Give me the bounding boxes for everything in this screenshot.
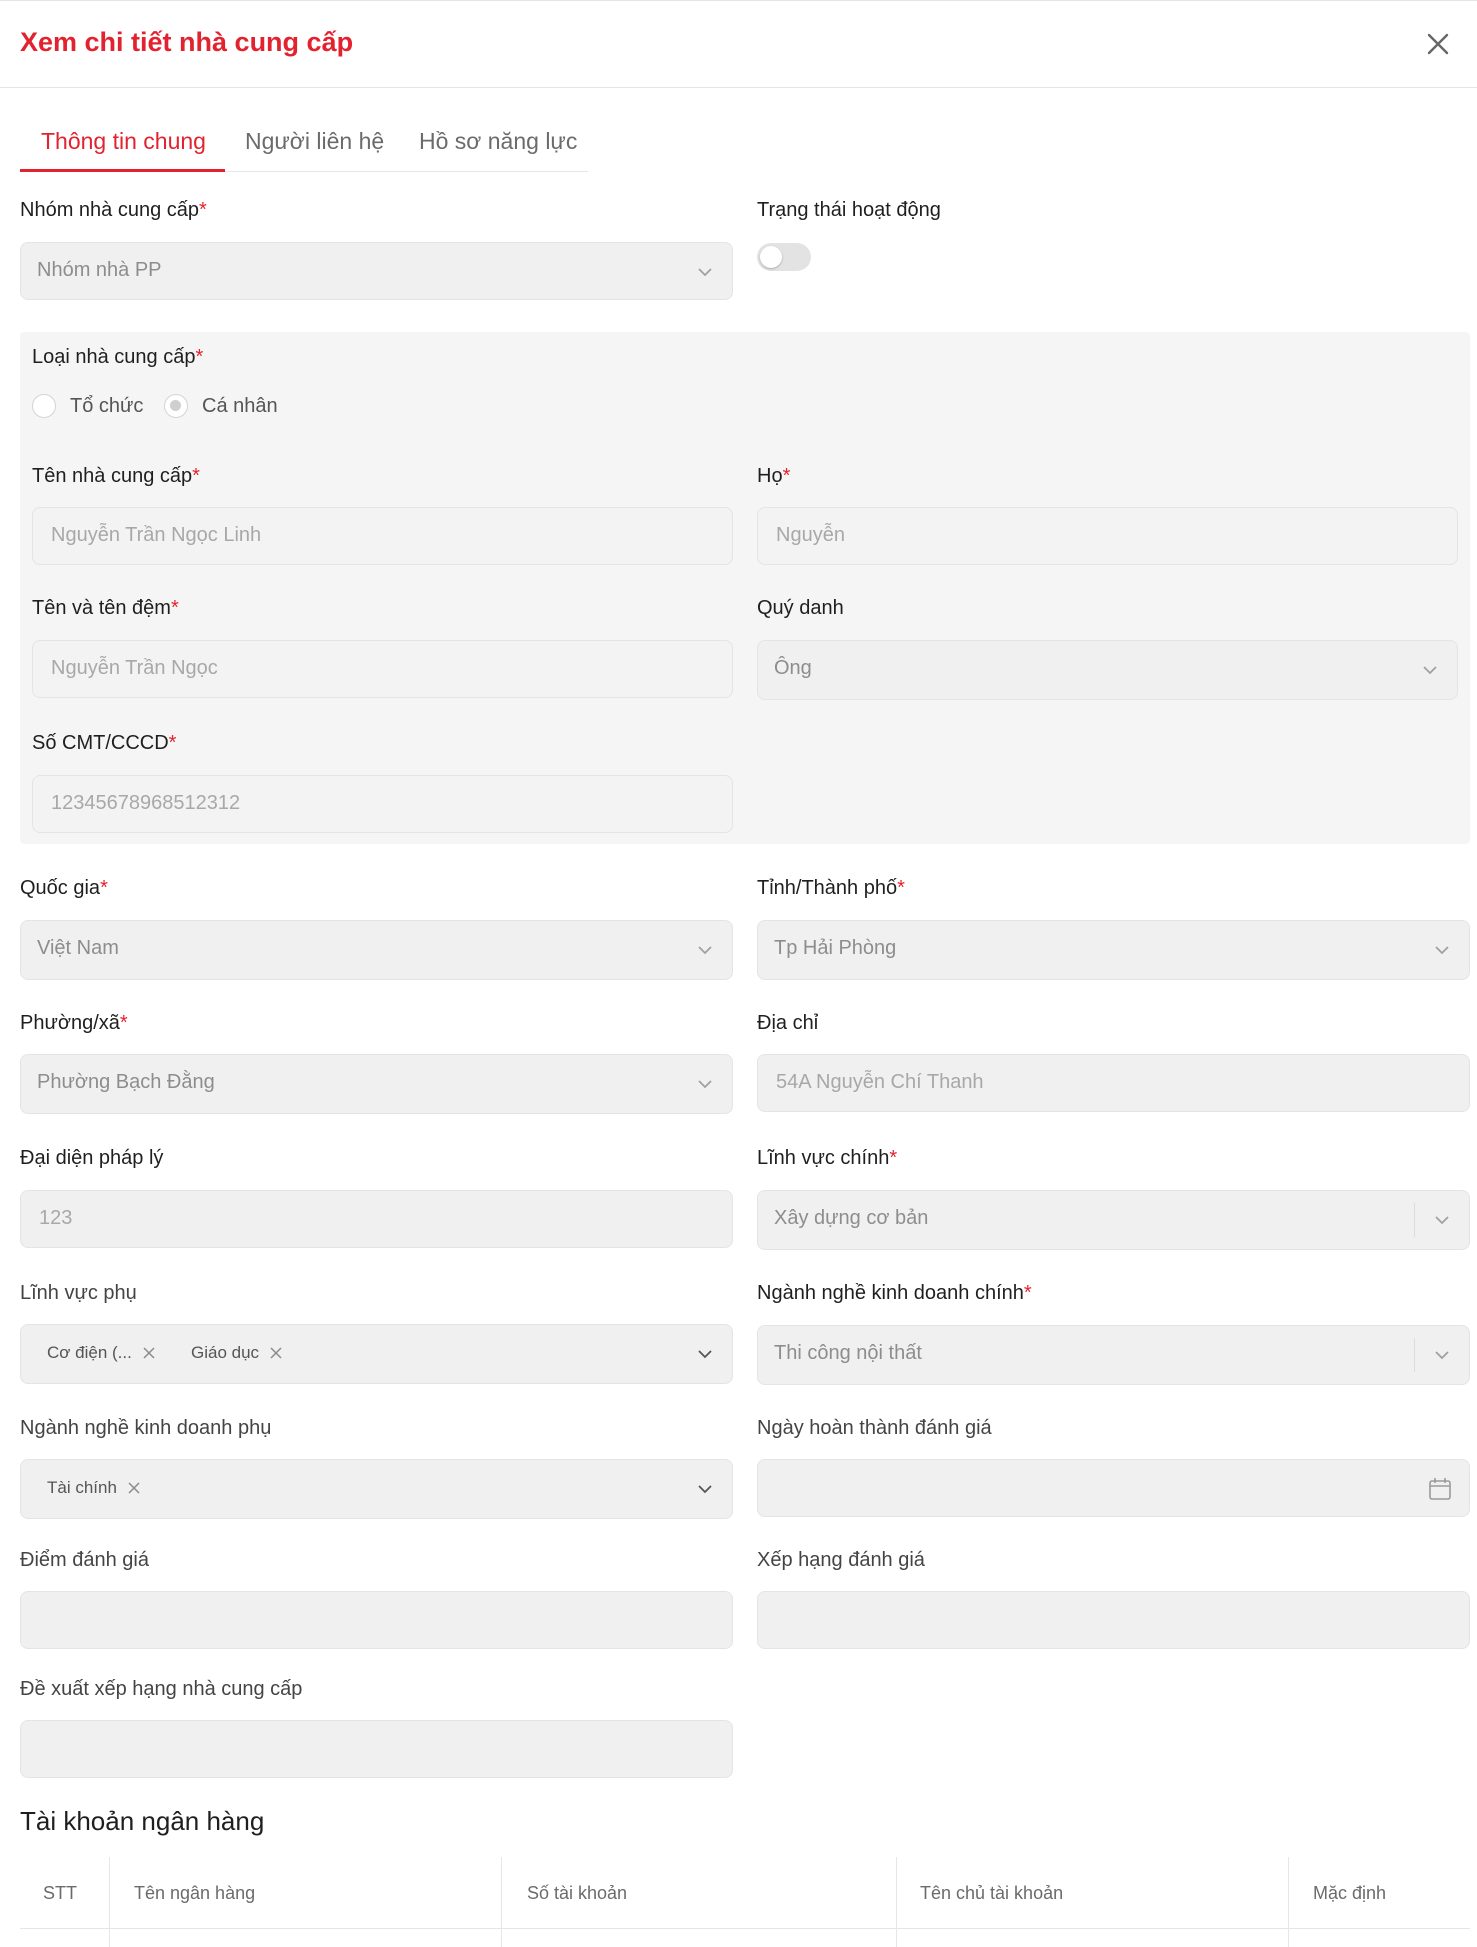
id-number-input[interactable] <box>32 775 733 833</box>
sub-field-label: Lĩnh vực phụ <box>20 1282 137 1304</box>
eval-rank-label: Xếp hạng đánh giá <box>757 1549 925 1571</box>
tab-contacts[interactable]: Người liên hệ <box>245 128 385 154</box>
radio-individual-label: Cá nhân <box>202 395 278 417</box>
province-value: Tp Hải Phòng <box>774 937 897 959</box>
column-header: Mặc định <box>1313 1883 1387 1903</box>
province-label: Tỉnh/Thành phố* <box>757 877 905 899</box>
supplier-name-input[interactable] <box>32 507 733 565</box>
eval-rank-input[interactable] <box>757 1591 1470 1649</box>
address-label: Địa chỉ <box>757 1012 819 1034</box>
select-divider <box>1414 1203 1415 1237</box>
supplier-group-value: Nhóm nhà PP <box>37 259 162 281</box>
column-header: STT <box>43 1883 77 1903</box>
ward-label: Phường/xã* <box>20 1012 128 1034</box>
tab-general-info[interactable]: Thông tin chung <box>41 128 206 154</box>
main-business-value: Thi công nội thất <box>774 1342 922 1364</box>
main-business-select[interactable] <box>757 1325 1470 1385</box>
last-name-value: Nguyễn <box>776 524 845 546</box>
tag-label: Giáo dục <box>191 1343 260 1362</box>
active-tab-indicator <box>20 169 225 172</box>
title-value: Ông <box>774 657 812 679</box>
sub-business-multiselect[interactable] <box>20 1459 733 1519</box>
last-name-input[interactable] <box>757 507 1458 565</box>
close-icon[interactable] <box>269 1346 283 1360</box>
tag-label: Cơ điện (... <box>47 1343 132 1362</box>
modal-header <box>0 0 1477 88</box>
close-icon[interactable] <box>142 1346 156 1360</box>
eval-date-picker[interactable] <box>757 1459 1470 1517</box>
province-select[interactable] <box>757 920 1470 980</box>
tag-item <box>37 1472 151 1504</box>
legal-rep-label: Đại diện pháp lý <box>20 1147 164 1169</box>
column-divider <box>1288 1857 1289 1947</box>
tag-label: Tài chính <box>47 1478 117 1497</box>
legal-rep-value: 123 <box>39 1207 73 1229</box>
first-middle-name-value: Nguyễn Trần Ngọc <box>51 657 218 679</box>
supplier-type-label: Loại nhà cung cấp* <box>32 346 204 368</box>
supplier-name-label: Tên nhà cung cấp* <box>32 465 200 487</box>
country-label: Quốc gia* <box>20 877 108 899</box>
close-icon[interactable] <box>1421 27 1455 61</box>
last-name-label: Họ* <box>757 465 791 487</box>
select-divider <box>1414 1338 1415 1372</box>
legal-rep-input[interactable] <box>20 1190 733 1248</box>
radio-individual[interactable] <box>164 394 188 418</box>
supplier-group-select[interactable] <box>20 242 733 300</box>
main-field-value: Xây dựng cơ bản <box>774 1207 929 1229</box>
column-divider <box>501 1857 502 1947</box>
suggest-rank-label: Đề xuất xếp hạng nhà cung cấp <box>20 1678 303 1700</box>
toggle-knob <box>760 246 782 268</box>
main-field-select[interactable] <box>757 1190 1470 1250</box>
chevron-down-icon <box>696 1075 714 1093</box>
main-business-label: Ngành nghề kinh doanh chính* <box>757 1282 1032 1304</box>
first-middle-name-label: Tên và tên đệm* <box>32 597 179 619</box>
chevron-down-icon <box>696 1345 714 1363</box>
tab-capability-profile[interactable]: Hồ sơ năng lực <box>419 128 578 154</box>
address-input[interactable] <box>757 1054 1470 1112</box>
tab-bar <box>20 118 588 172</box>
chevron-down-icon <box>1433 1211 1451 1229</box>
chevron-down-icon <box>1433 1346 1451 1364</box>
column-divider <box>896 1857 897 1947</box>
status-label: Trạng thái hoạt động <box>757 199 941 221</box>
eval-score-input[interactable] <box>20 1591 733 1649</box>
bank-section-title: Tài khoản ngân hàng <box>20 1806 265 1836</box>
suggest-rank-input[interactable] <box>20 1720 733 1778</box>
supplier-name-value: Nguyễn Trần Ngọc Linh <box>51 524 262 546</box>
tag-item <box>37 1337 166 1369</box>
bank-table-header <box>20 1857 1470 1929</box>
chevron-down-icon <box>1421 661 1439 679</box>
close-icon[interactable] <box>127 1481 141 1495</box>
tag-item <box>181 1337 293 1369</box>
country-value: Việt Nam <box>37 937 119 959</box>
radio-organization-label: Tổ chức <box>70 395 144 417</box>
supplier-group-label: Nhóm nhà cung cấp* <box>20 199 207 221</box>
id-number-value: 12345678968512312 <box>51 792 241 814</box>
calendar-icon[interactable] <box>1427 1476 1453 1502</box>
column-header: Số tài khoản <box>527 1883 628 1903</box>
status-toggle[interactable] <box>757 243 811 271</box>
eval-date-label: Ngày hoàn thành đánh giá <box>757 1417 992 1439</box>
sub-field-multiselect[interactable] <box>20 1324 733 1384</box>
chevron-down-icon <box>696 1480 714 1498</box>
country-select[interactable] <box>20 920 733 980</box>
ward-value: Phường Bạch Đằng <box>37 1071 215 1093</box>
chevron-down-icon <box>696 263 714 281</box>
column-header: Tên chủ tài khoản <box>920 1883 1064 1903</box>
eval-score-label: Điểm đánh giá <box>20 1549 149 1571</box>
chevron-down-icon <box>1433 941 1451 959</box>
address-value: 54A Nguyễn Chí Thanh <box>776 1071 984 1093</box>
chevron-down-icon <box>696 941 714 959</box>
column-divider <box>109 1857 110 1947</box>
modal-title: Xem chi tiết nhà cung cấp <box>20 27 354 57</box>
title-label: Quý danh <box>757 597 844 619</box>
id-number-label: Số CMT/CCCD* <box>32 732 177 754</box>
sub-business-label: Ngành nghề kinh doanh phụ <box>20 1417 272 1439</box>
first-middle-name-input[interactable] <box>32 640 733 698</box>
main-field-label: Lĩnh vực chính* <box>757 1147 898 1169</box>
radio-organization[interactable] <box>32 394 56 418</box>
ward-select[interactable] <box>20 1054 733 1114</box>
column-header: Tên ngân hàng <box>134 1883 256 1903</box>
title-select[interactable] <box>757 640 1458 700</box>
